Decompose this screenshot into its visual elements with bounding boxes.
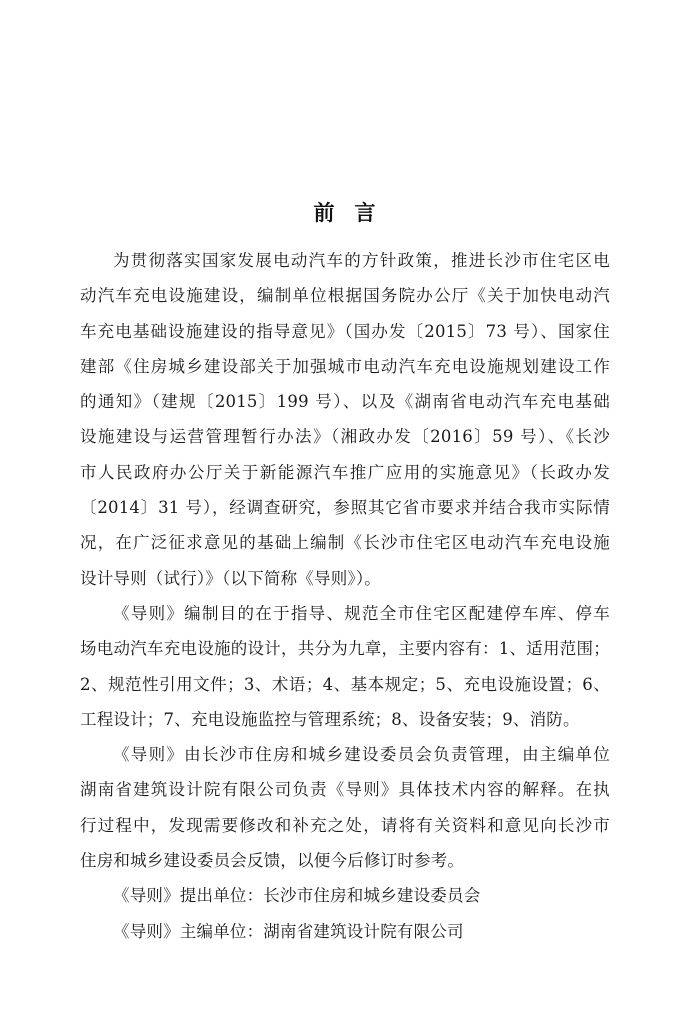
text-line: 《导则》主编单位：湖南省建筑设计院有限公司 [113, 921, 464, 941]
text-line: 况，在广泛征求意见的基础上编制《长沙市住宅区电动汽车充电设施 [80, 533, 610, 553]
text-line: 湖南省建筑设计院有限公司负责《导则》具体技术内容的解释。在执 [80, 780, 610, 800]
paragraph-proposer [80, 878, 610, 913]
text-line: 行过程中，发现需要修改和补充之处，请将有关资料和意见向长沙市 [80, 815, 610, 835]
paragraph-background [80, 243, 610, 596]
paragraph-management [80, 737, 610, 878]
text-line: 建部《住房城乡建设部关于加强城市电动汽车充电设施规划建设工作 [80, 356, 610, 376]
text-line: 工程设计；7、充电设施监控与管理系统；8、设备安装；9、消防。 [80, 709, 580, 729]
text-line: 设施建设与运营管理暂行办法》（湘政办发〔2016〕59 号）、《长沙 [80, 427, 610, 447]
text-line: 的通知》（建规〔2015〕199 号）、以及《湖南省电动汽车充电基础 [80, 392, 610, 412]
text-line: 市人民政府办公厅关于新能源汽车推广应用的实施意见》（长政办发 [80, 462, 610, 482]
text-line: 〔2014〕31 号），经调查研究，参照其它省市要求并结合我市实际情 [80, 498, 610, 518]
text-line: 《导则》提出单位：长沙市住房和城乡建设委员会 [113, 886, 481, 906]
page-title: 前言 [313, 201, 396, 225]
preface-body [80, 243, 610, 949]
text-line: 2、规范性引用文件；3、术语；4、基本规定；5、充电设施设置；6、 [80, 674, 610, 694]
paragraph-purpose [80, 596, 610, 737]
text-line: 《导则》编制目的在于指导、规范全市住宅区配建停车库、停车 [113, 603, 610, 623]
text-line: 住房和城乡建设委员会反馈，以便今后修订时参考。 [80, 851, 465, 871]
text-line: 设计导则（试行）》（以下简称《导则》）。 [80, 568, 381, 588]
text-line: 动汽车充电设施建设，编制单位根据国务院办公厅《关于加快电动汽 [80, 286, 610, 306]
text-line: 车充电基础设施建设的指导意见》（国办发〔2015〕73 号）、国家住 [80, 321, 610, 341]
text-line: 《导则》由长沙市住房和城乡建设委员会负责管理，由主编单位 [113, 745, 610, 765]
paragraph-chief-editor [80, 914, 610, 949]
text-line: 为贯彻落实国家发展电动汽车的方针政策，推进长沙市住宅区电 [113, 251, 610, 270]
text-line: 场电动汽车充电设施的设计，共分为九章，主要内容有：1、适用范围； [80, 639, 610, 659]
